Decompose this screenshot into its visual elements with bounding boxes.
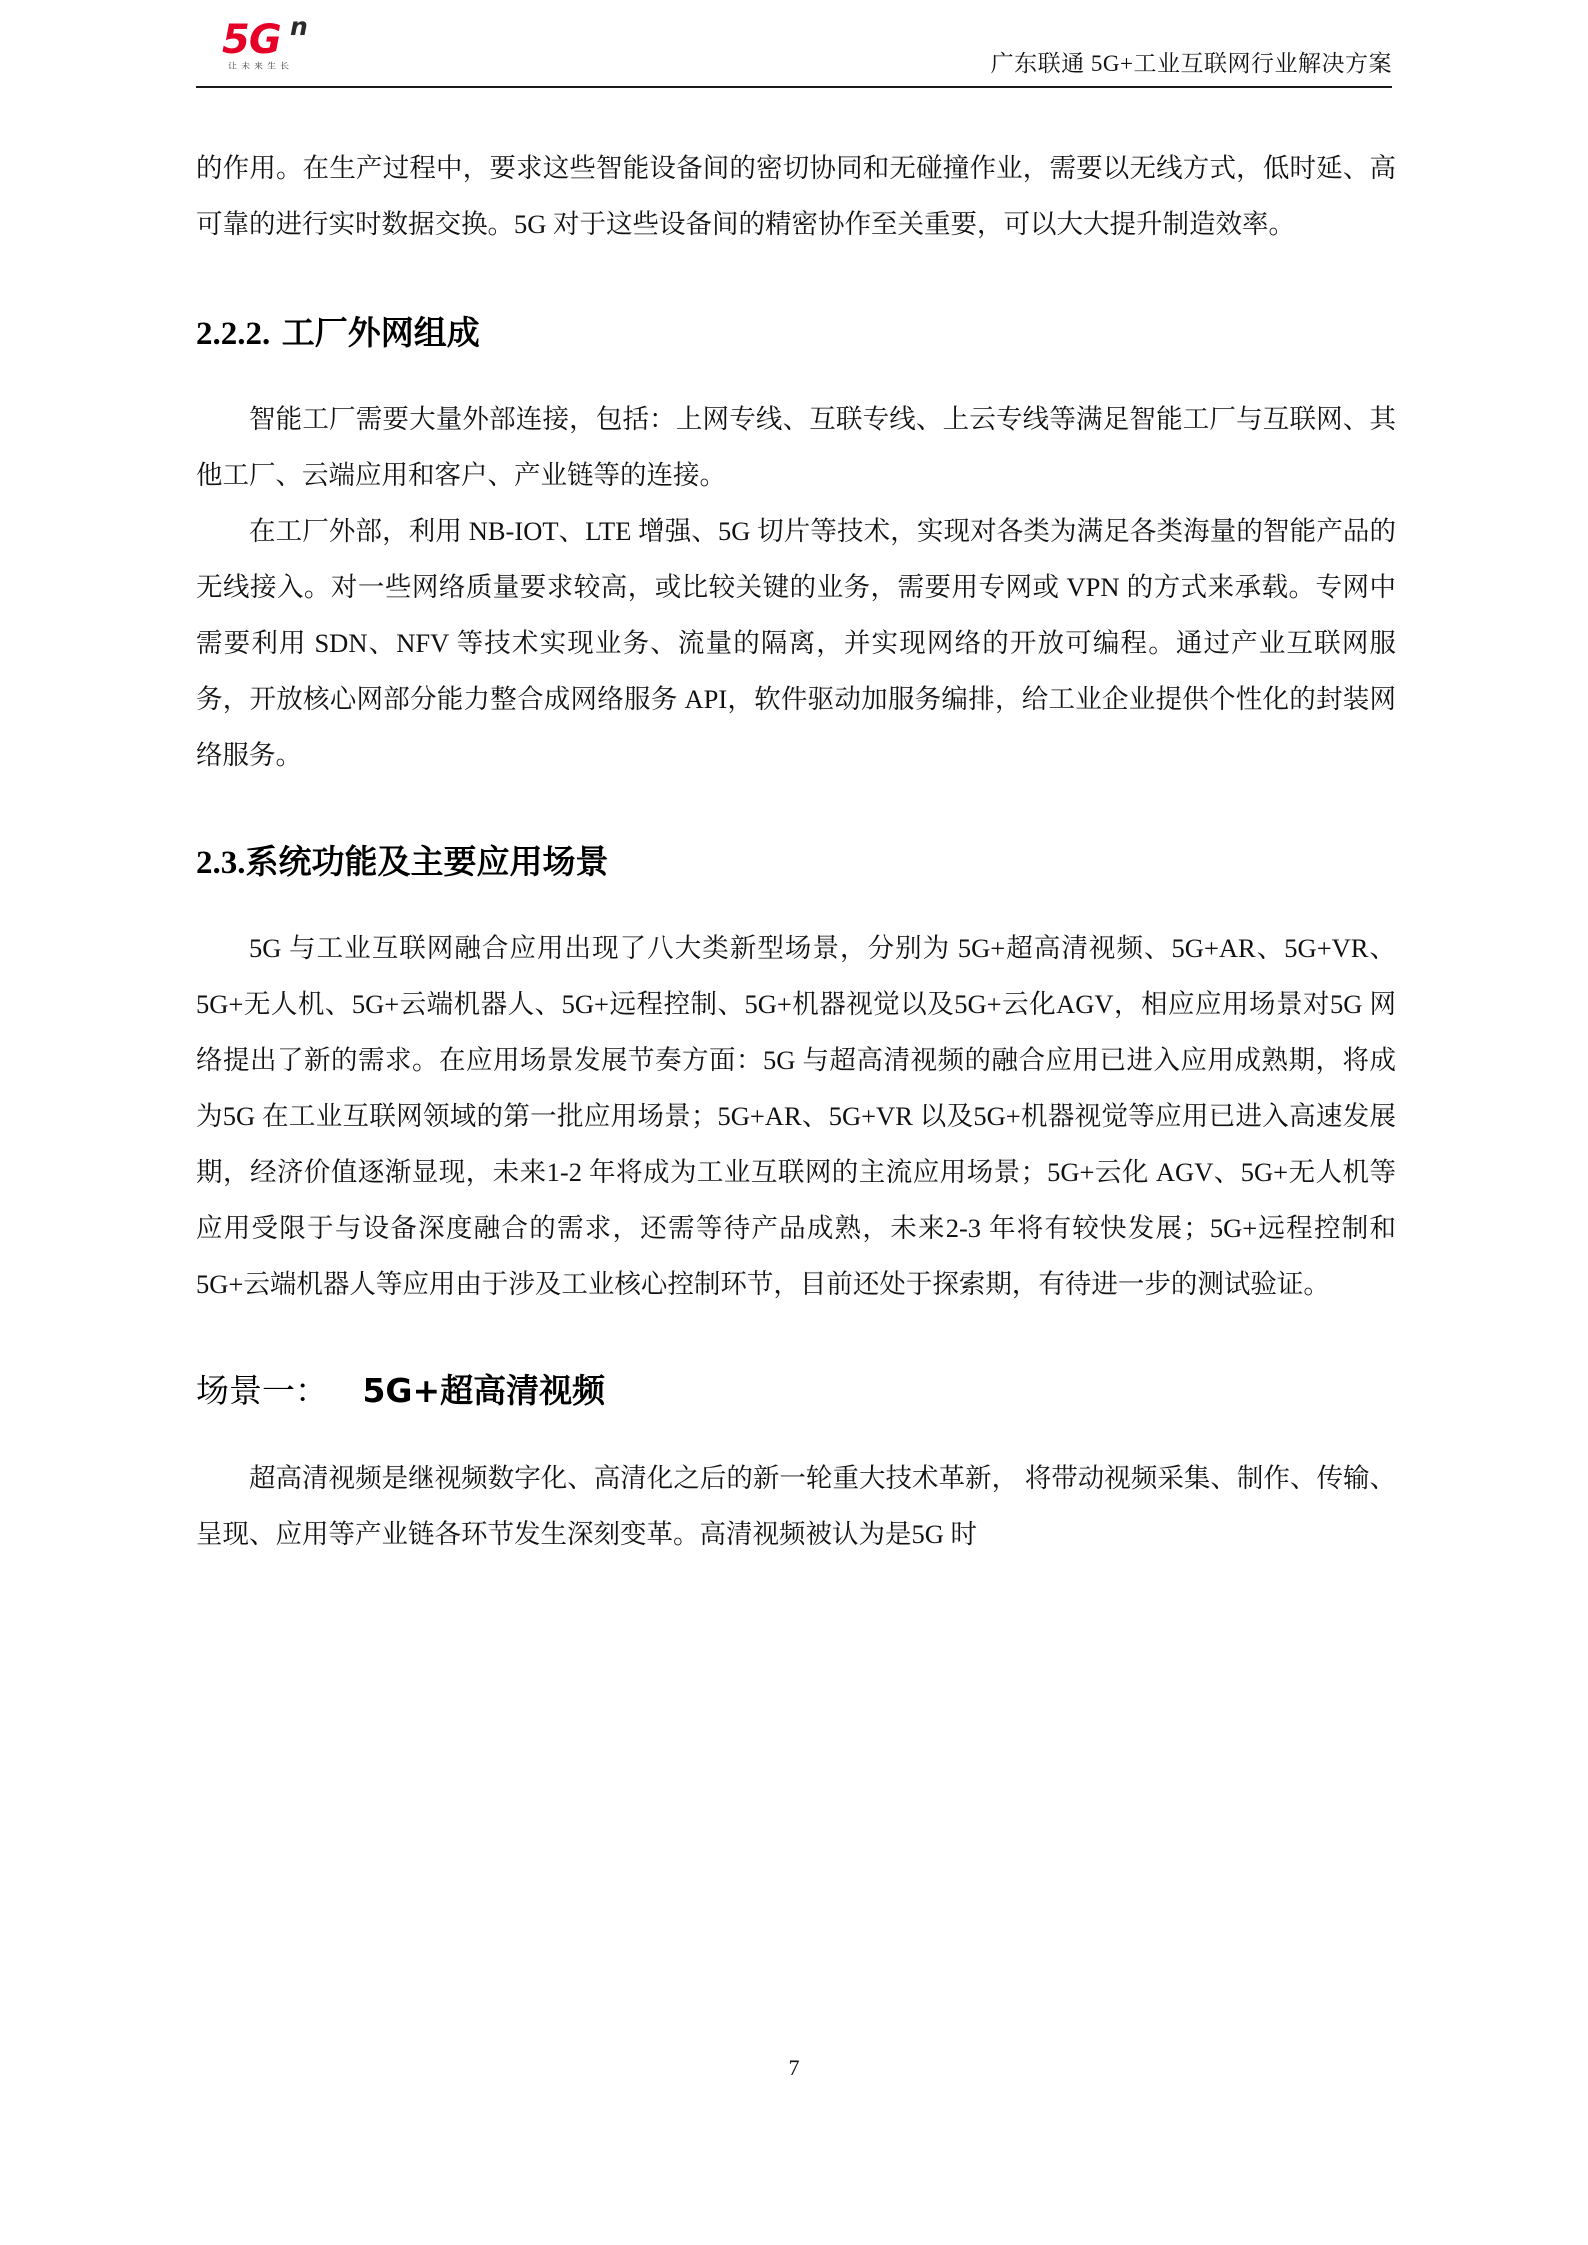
heading-2-2-2-number: 2.2.2. — [196, 316, 271, 352]
heading-scene-1-title: 5G+超高清视频 — [362, 1371, 606, 1410]
paragraph-eight-scenarios: 5G 与工业互联网融合应用出现了八大类新型场景，分别为 5G+超高清视频、5G+AR、5G+VR、5G+无人机、5G+云端机器人、5G+远程控制、5G+机器视觉以及5G+云化AGV，相应应用场景对5G 网络提出了新的需求。在应用场景发展节奏方面：5G 与超高清视频的融合应用已进入应用成熟期，将成为5G 在工业互联网领域的第一批应用场景；5G+AR、5G+VR 以及5G+机器视觉等应用已进入高速发展期，经济价值逐渐显现，未来1-2 年将成为工业互联网的主流应用场景；5G+云化 AGV、5G+无人机等应用受限于与设备深度融合的需求，还需等待产品成熟，未来2-3 年将有较快发展；5G+远程控制和5G+云端机器人等应用由于涉及工业核心控制环节，目前还处于探索期，有待进一步的测试验证。 — [196, 933, 1396, 1299]
paragraph-continuation: 的作用。在生产过程中，要求这些智能设备间的密切协同和无碰撞作业，需要以无线方式，低时延、高可靠的进行实时数据交换。5G 对于这些设备间的精密协作至关重要，可以大大提升制造效率。 — [196, 153, 1396, 239]
spacer — [196, 1414, 1396, 1450]
page-content — [196, 140, 1396, 1562]
paragraph-smart-factory-connections: 智能工厂需要大量外部连接，包括：上网专线、互联专线、上云专线等满足智能工厂与互联网、其他工厂、云端应用和客户、产业链等的连接。 — [196, 404, 1396, 490]
heading-2-2-2-title: 工厂外网组成 — [281, 313, 480, 352]
heading-scene-1-label: 场景一： — [196, 1371, 328, 1410]
spacer — [196, 783, 1396, 839]
header-divider — [196, 86, 1392, 88]
heading-2-3-number: 2.3. — [196, 845, 246, 881]
heading-2-3-title: 系统功能及主要应用场景 — [245, 842, 609, 881]
page-number: 7 — [788, 2055, 800, 2080]
spacer — [196, 886, 1396, 920]
logo-superscript-n: n — [290, 12, 308, 41]
spacer — [196, 357, 1396, 391]
logo-slogan: 让未来生长 — [228, 62, 294, 71]
paragraph-uhd-video: 超高清视频是继视频数字化、高清化之后的新一轮重大技术革新， 将带动视频采集、制作、传输、呈现、应用等产业链各环节发生深刻变革。高清视频被认为是5G 时 — [196, 1463, 1396, 1549]
header-title: 广东联通 5G+工业互联网行业解决方案 — [990, 51, 1392, 76]
paragraph-outside-factory-network: 在工厂外部，利用 NB-IOT、LTE 增强、5G 切片等技术，实现对各类为满足各类海量的智能产品的无线接入。对一些网络质量要求较高，或比较关键的业务，需要用专网或 VPN 的方式来承载。专网中需要利用 SDN、NFV 等技术实现业务、流量的隔离，并实现网络的开放可编程。通过产业互联网服务，开放核心网部分能力整合成网络服务 API，软件驱动加服务编排，给工业企业提供个性化的封装网络服务。 — [196, 516, 1396, 770]
heading-2-2-2 — [196, 310, 1396, 357]
heading-scene-1 — [196, 1368, 1396, 1414]
logo-main-text: 5G — [222, 17, 281, 63]
spacer — [196, 252, 1396, 310]
spacer — [196, 1312, 1396, 1368]
heading-2-3 — [196, 839, 1396, 886]
unicom-5g-logo — [216, 12, 346, 82]
page-header — [196, 14, 1392, 86]
